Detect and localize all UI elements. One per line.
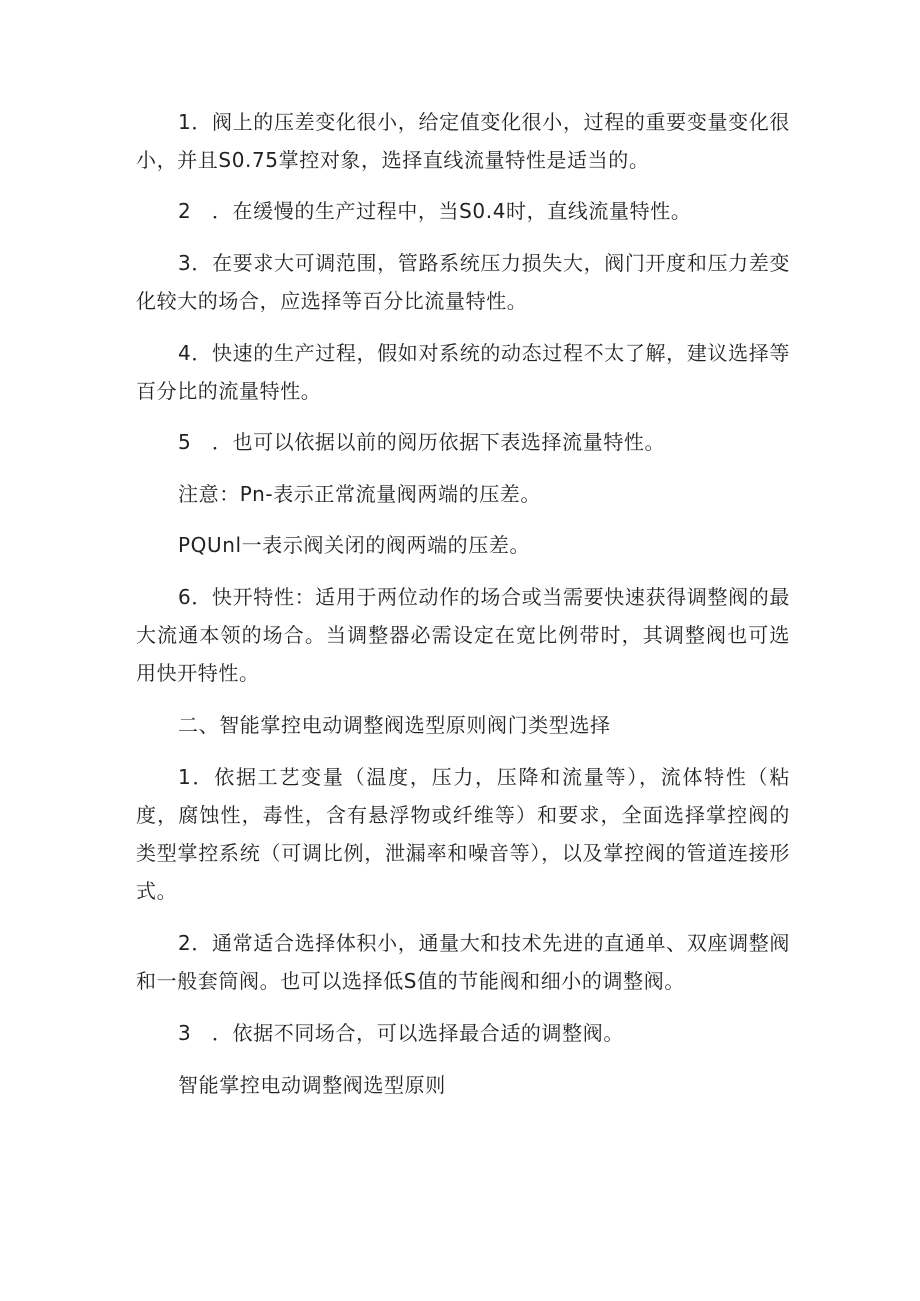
paragraph-item-3: 3．在要求大可调范围，管路系统压力损失大，阀门开度和压力差变化较大的场合，应选择等百分比流量特性。 (136, 251, 790, 313)
paragraph-item-1: 1．阀上的压差变化很小，给定值变化很小，过程的重要变量变化很小，并且S0.75掌控对象，选择直线流量特性是适当的。 (136, 110, 790, 172)
section-heading: 二、智能掌控电动调整阀选型原则阀门类型选择 (178, 713, 611, 737)
closing-title: 智能掌控电动调整阀选型原则 (178, 1073, 446, 1097)
note-paragraph-2: PQUnl一表示阀关闭的阀两端的压差。 (178, 533, 531, 557)
paragraph-section-item-3: 3 ．依据不同场合，可以选择最合适的调整阀。 (178, 1021, 624, 1045)
paragraph-section-item-2: 2．通常适合选择体积小，通量大和技术先进的直通单、双座调整阀和一般套筒阀。也可以选择低S值的节能阀和细小的调整阀。 (136, 931, 790, 993)
note-paragraph: 注意：Pn-表示正常流量阀两端的压差。 (178, 482, 542, 506)
document-body (136, 103, 790, 1104)
paragraph-item-6: 6．快开特性：适用于两位动作的场合或当需要快速获得调整阀的最大流通本领的场合。当调整器必需设定在宽比例带时，其调整阀也可选用快开特性。 (136, 585, 790, 685)
paragraph-item-5: 5 ．也可以依据以前的阅历依据下表选择流量特性。 (178, 430, 666, 454)
paragraph-section-item-1: 1．依据工艺变量（温度，压力，压降和流量等），流体特性（粘度，腐蚀性，毒性，含有悬浮物或纤维等）和要求，全面选择掌控阀的类型掌控系统（可调比例，泄漏率和噪音等），以及掌控阀的管道连接形式。 (136, 765, 790, 903)
paragraph-item-2: 2 ．在缓慢的生产过程中，当S0.4时，直线流量特性。 (178, 199, 692, 223)
paragraph-item-4: 4．快速的生产过程，假如对系统的动态过程不太了解，建议选择等百分比的流量特性。 (136, 341, 790, 403)
